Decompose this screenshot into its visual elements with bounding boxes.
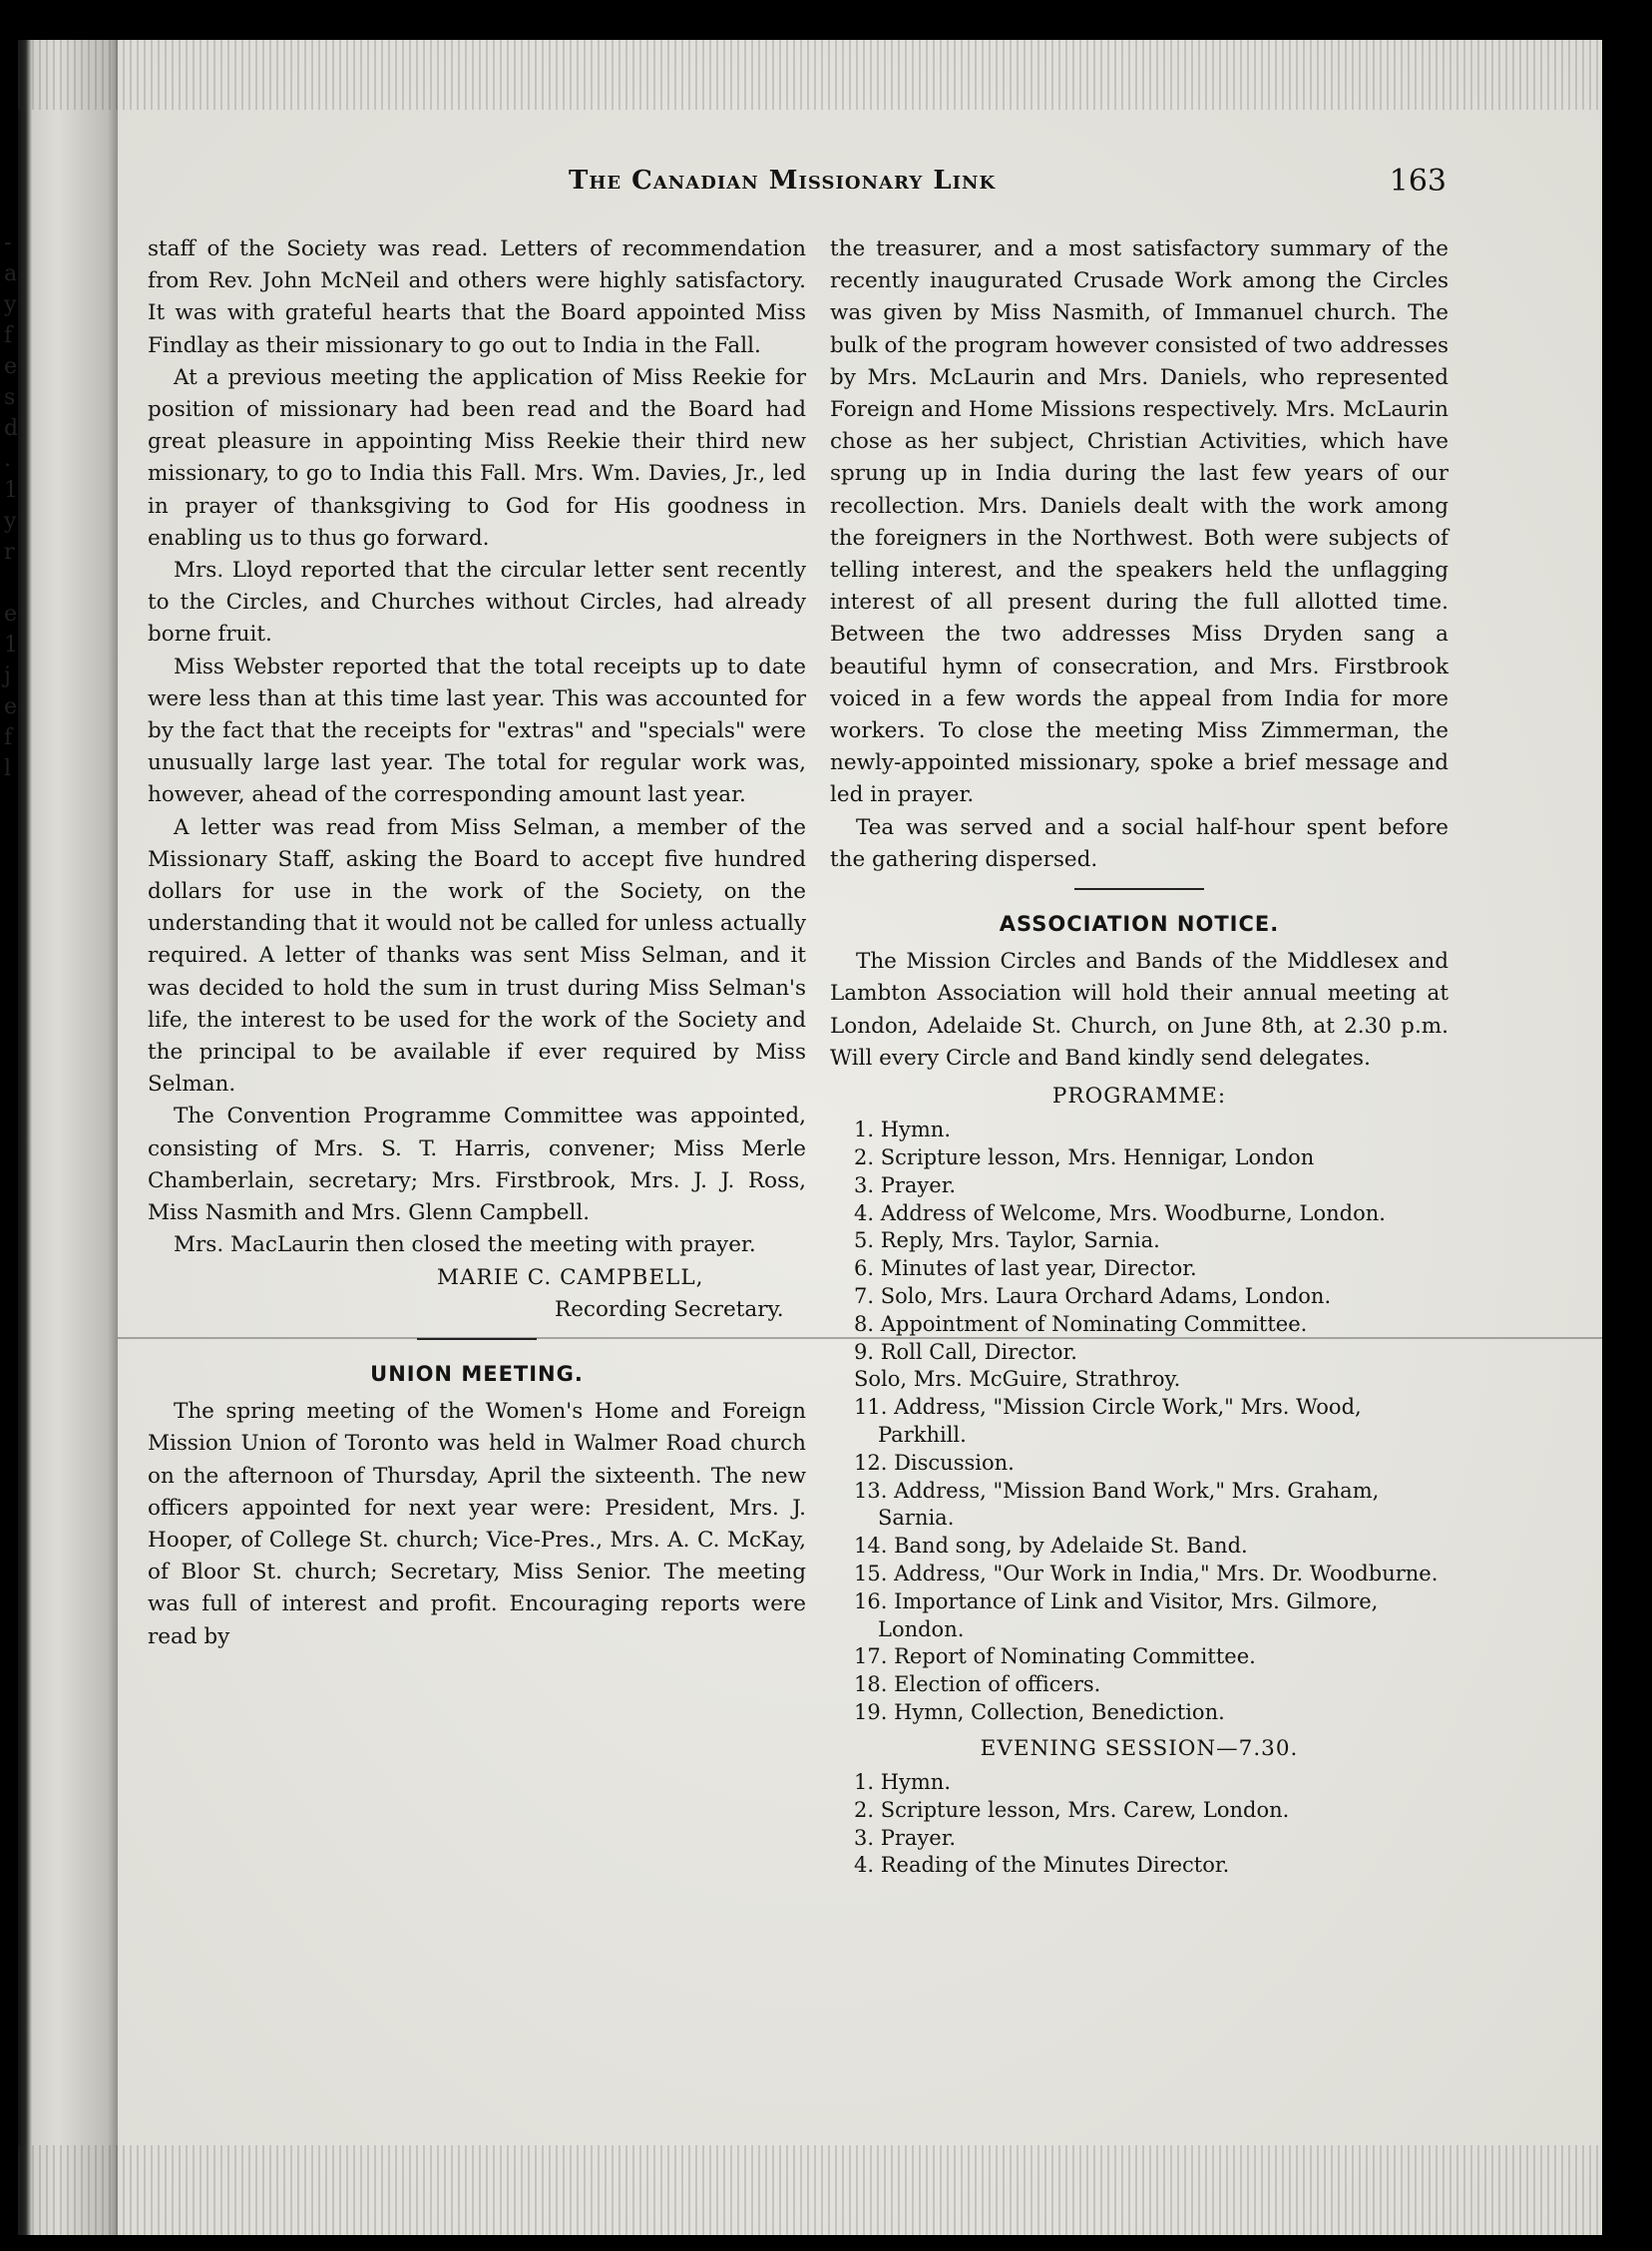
list-item: 18. Election of officers.	[854, 1672, 1101, 1697]
edge-letter: d	[4, 416, 19, 441]
programme-heading: PROGRAMME:	[1051, 1084, 1227, 1110]
facing-page-edge-letters	[4, 227, 18, 784]
list-item: 3. Prayer.	[854, 1172, 957, 1197]
right-column	[830, 233, 1448, 1880]
list-item: 12. Discussion.	[854, 1450, 1015, 1475]
edge-letter: f	[4, 323, 13, 348]
list-item: 16. Importance of Link and Visitor, Mrs. Gilmore, London.	[854, 1588, 1379, 1641]
paragraph: Mrs. MacLaurin then closed the meeting with prayer.	[174, 1232, 756, 1258]
paragraph: staff of the Society was read. Letters of recommendation from Rev. John McNeil and others were highly satisfactory. It was with grateful hearts that the Board appointed Miss Findlay as their missionary to go out to India in the Fall.	[148, 236, 806, 358]
list-item: 1. Hymn.	[854, 1770, 952, 1795]
edge-letter: e	[4, 602, 18, 627]
edge-letter: e	[4, 694, 18, 719]
paragraph: Tea was served and a social half-hour spent before the gathering dispersed.	[830, 814, 1448, 872]
list-item: 15. Address, "Our Work in India," Mrs. Dr. Woodburne.	[854, 1562, 1439, 1586]
union-meeting-heading: UNION MEETING.	[370, 1361, 584, 1386]
paragraph: At a previous meeting the application of Miss Reekie for position of missionary had been read and the Board had great pleasure in appointing Miss Reekie their third new missionary, to go to India this Fall. Mrs. Wm. Davies, Jr., led in prayer of thanksgiving to God for His goodness in enabling us to thus go forward.	[148, 364, 806, 551]
list-item: 4. Reading of the Minutes Director.	[854, 1853, 1230, 1878]
list-item: 19. Hymn, Collection, Benediction.	[854, 1700, 1225, 1725]
list-item: 6. Minutes of last year, Director.	[854, 1256, 1197, 1281]
edge-letter: f	[4, 725, 13, 750]
list-item: 9. Roll Call, Director.	[854, 1339, 1077, 1364]
list-item: 7. Solo, Mrs. Laura Orchard Adams, London.	[854, 1284, 1332, 1309]
paragraph: The Convention Programme Committee was appointed, consisting of Mrs. S. T. Harris, convener; Miss Merle Chamberlain, secretary; Mrs. Firstbrook, Mrs. J. J. Ross, Miss Nasmith and Mrs. Glenn Campbell.	[148, 1104, 806, 1226]
section-divider	[417, 1338, 537, 1340]
evening-list	[830, 1769, 1448, 1880]
list-item: 3. Prayer.	[854, 1825, 957, 1850]
list-item: 1. Hymn.	[854, 1118, 952, 1142]
edge-letter: y	[4, 292, 17, 317]
left-column	[148, 233, 806, 1653]
edge-letter: -	[4, 230, 12, 255]
page-number: 163	[1389, 164, 1446, 199]
list-item: Solo, Mrs. McGuire, Strathroy.	[854, 1367, 1181, 1392]
list-item: 2. Scripture lesson, Mrs. Hennigar, London	[854, 1145, 1315, 1170]
list-item: 2. Scripture lesson, Mrs. Carew, London.	[854, 1797, 1290, 1822]
paragraph: Miss Webster reported that the total receipts up to date were less than at this time last year. This was accounted for by the fact that the receipts for "extras" and "specials" were unusually large last year. The total for regular work was, however, ahead of the corresponding amount last year.	[148, 654, 806, 808]
list-item: 4. Address of Welcome, Mrs. Woodburne, London.	[854, 1200, 1386, 1225]
edge-letter: y	[4, 509, 17, 534]
paragraph: A letter was read from Miss Selman, a member of the Missionary Staff, asking the Board to accept five hundred dollars for use in the work of the Society, on the understanding that it would not be called for unless actually required. A letter of thanks was sent Miss Selman, and it was decided to hold the sum in trust during Miss Selman's life, the interest to be used for the work of the Society and the principal to be available if ever required by Miss Selman.	[148, 814, 806, 1098]
edge-letter: r	[4, 540, 15, 565]
list-item: 17. Report of Nominating Committee.	[854, 1644, 1256, 1669]
scan-noise-bottom	[18, 2145, 1602, 2235]
edge-letter: a	[4, 261, 18, 286]
list-item: 13. Address, "Mission Band Work," Mrs. Graham, Sarnia.	[854, 1478, 1380, 1531]
paragraph: Mrs. Lloyd reported that the circular letter sent recently to the Circles, and Churches without Circles, had already borne fruit.	[148, 558, 806, 648]
paragraph: The spring meeting of the Women's Home and Foreign Mission Union of Toronto was held in Walmer Road church on the afternoon of Thursday, April the sixteenth. The new officers appointed for next year were: President, Mrs. J. Hooper, of College St. church; Vice-Pres., Mrs. A. C. McKay, of Bloor St. church; Secretary, Miss Senior. The meeting was full of interest and profit. Encouraging reports were read by	[148, 1399, 806, 1649]
running-title: The Canadian Missionary Link	[569, 166, 997, 196]
edge-letter	[4, 568, 18, 599]
page-gutter	[18, 40, 118, 2235]
list-item: 8. Appointment of Nominating Committee.	[854, 1311, 1308, 1336]
evening-session-heading: EVENING SESSION—7.30.	[980, 1735, 1299, 1761]
paragraph: The Mission Circles and Bands of the Middlesex and Lambton Association will hold their annual meeting at London, Adelaide St. Church, on June 8th, at 2.30 p.m. Will every Circle and Band kindly send delegates.	[830, 949, 1448, 1071]
edge-letter: s	[4, 385, 16, 410]
page-header	[569, 166, 1446, 206]
edge-letter: l	[4, 756, 12, 781]
association-notice-heading: ASSOCIATION NOTICE.	[999, 912, 1280, 937]
edge-letter: j	[4, 664, 11, 688]
section-divider	[1074, 888, 1204, 890]
list-item: 11. Address, "Mission Circle Work," Mrs. Wood, Parkhill.	[854, 1395, 1362, 1448]
edge-letter: .	[4, 447, 11, 472]
list-item: 14. Band song, by Adelaide St. Band.	[854, 1534, 1248, 1559]
paragraph: the treasurer, and a most satisfactory summary of the recently inaugurated Crusade Work among the Circles was given by Miss Nasmith, of Immanuel church. The bulk of the program however consisted of two addresses by Mrs. McLaurin and Mrs. Daniels, who represented Foreign and Home Missions respectively. Mrs. McLaurin chose as her subject, Christian Activities, which have sprung up in India during the last few years of our recollection. Mrs. Daniels dealt with the work among the foreigners in the Northwest. Both were subjects of telling interest, and the speakers held the unflagging interest of all present during the full allotted time. Between the two addresses Miss Dryden sang a beautiful hymn of consecration, and Mrs. Firstbrook voiced in a few words the appeal from India for more workers. To close the meeting Miss Zimmerman, the newly-appointed missionary, spoke a brief message and led in prayer.	[830, 236, 1448, 808]
edge-letter: 1	[4, 633, 18, 658]
list-item: 5. Reply, Mrs. Taylor, Sarnia.	[854, 1228, 1160, 1253]
edge-letter: 1	[4, 478, 18, 503]
programme-list	[830, 1117, 1448, 1727]
scan-noise-top	[18, 40, 1602, 110]
signature-title: Recording Secretary.	[555, 1296, 784, 1322]
signature-name: MARIE C. CAMPBELL,	[437, 1264, 704, 1290]
edge-letter: e	[4, 354, 18, 379]
